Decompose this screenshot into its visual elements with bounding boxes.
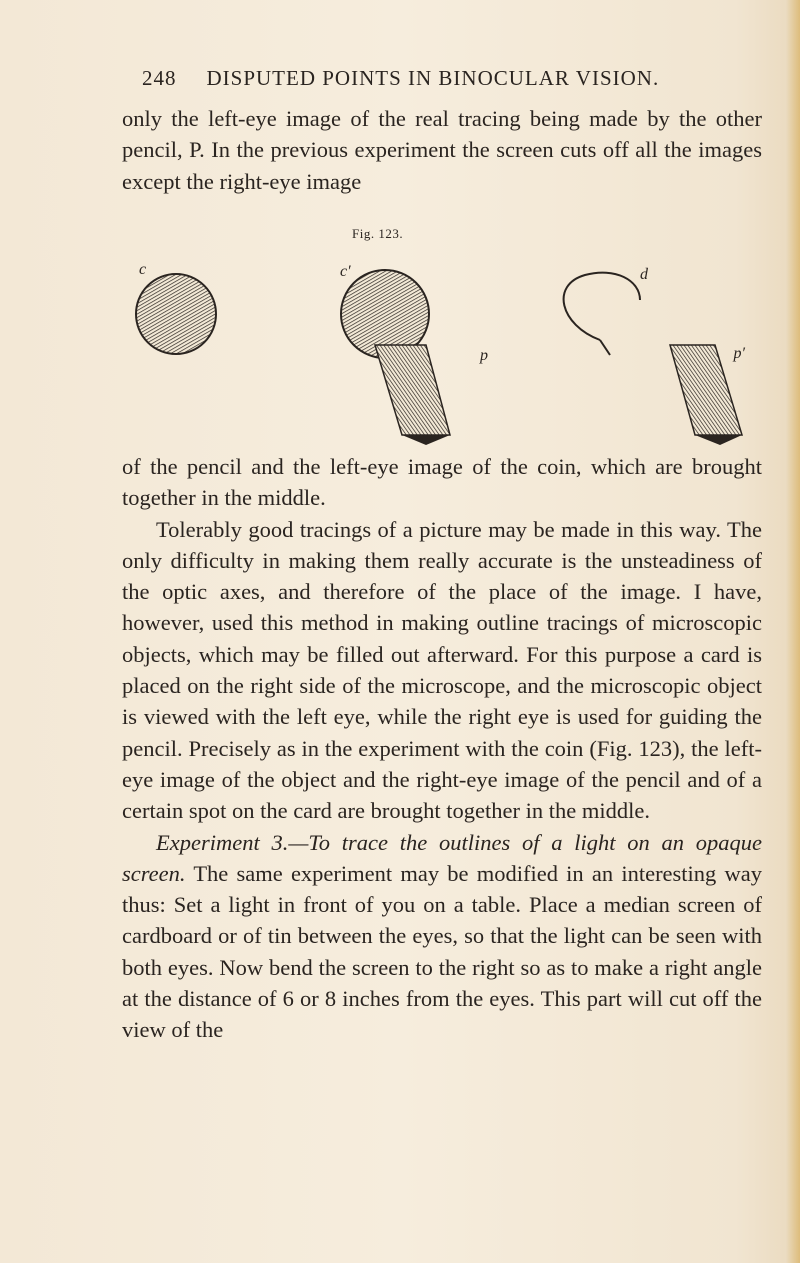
experiment-label: Experiment 3. (156, 829, 289, 855)
paragraph-2: Tolerably good tracings of a picture may be made in this way. The only difficulty in making them really accurate is the unsteadiness of the optic axes, and therefore of the place of the image. I have, however, used this method in making outline tracings of microscopic objects, which may be filled out afterward. For this purpose a card is placed on the right side of the microscope, and the microscopic object is viewed with the left eye, while the right eye is used for guiding the pencil. Precisely as in the experiment with the coin (Fig. 123), the left-eye image of the object and the right-eye image of the pencil and of a certain spot on the card are brought together in the middle. (122, 516, 762, 824)
figure-caption: Fig. 123. (352, 226, 404, 241)
pencil-p (375, 345, 450, 445)
paragraph-top: only the left-eye image of the real tracing being made by the other pencil, P. In the previous experiment the screen cuts off all the images except the right-eye image (122, 106, 762, 194)
page-number: 248 (142, 66, 177, 90)
paragraph-experiment (122, 827, 762, 1046)
paragraph-1: of the pencil and the left-eye image of the coin, which are brought together in the middle. (122, 454, 762, 511)
running-title: DISPUTED POINTS IN BINOCULAR VISION. (206, 66, 660, 90)
pencil-p-prime (670, 345, 742, 445)
experiment-body: The same experiment may be modified in an interesting way thus: Set a light in front of you on a table. Place a median screen of cardboard or of tin between the eyes, so that the light can be seen with both eyes. Now bend the screen to the right so as to make a right angle at the distance of 6 or 8 inches from the eyes. This part will cut off the view of the (122, 860, 762, 1043)
running-header (142, 66, 659, 91)
text-block-top (122, 103, 762, 197)
page-edge (786, 0, 800, 1263)
label-p: p (480, 347, 488, 364)
text-block-main (122, 451, 762, 1046)
label-d: d (640, 266, 648, 283)
label-p-prime: p′ (733, 345, 745, 362)
outline-d (564, 273, 640, 355)
figure-123 (130, 245, 750, 445)
experiment-title: —To trace the outlines of a light on an opaque screen. (122, 829, 762, 886)
label-c: c (139, 261, 147, 278)
label-c-prime: c′ (340, 263, 351, 280)
coin-c (136, 274, 216, 354)
